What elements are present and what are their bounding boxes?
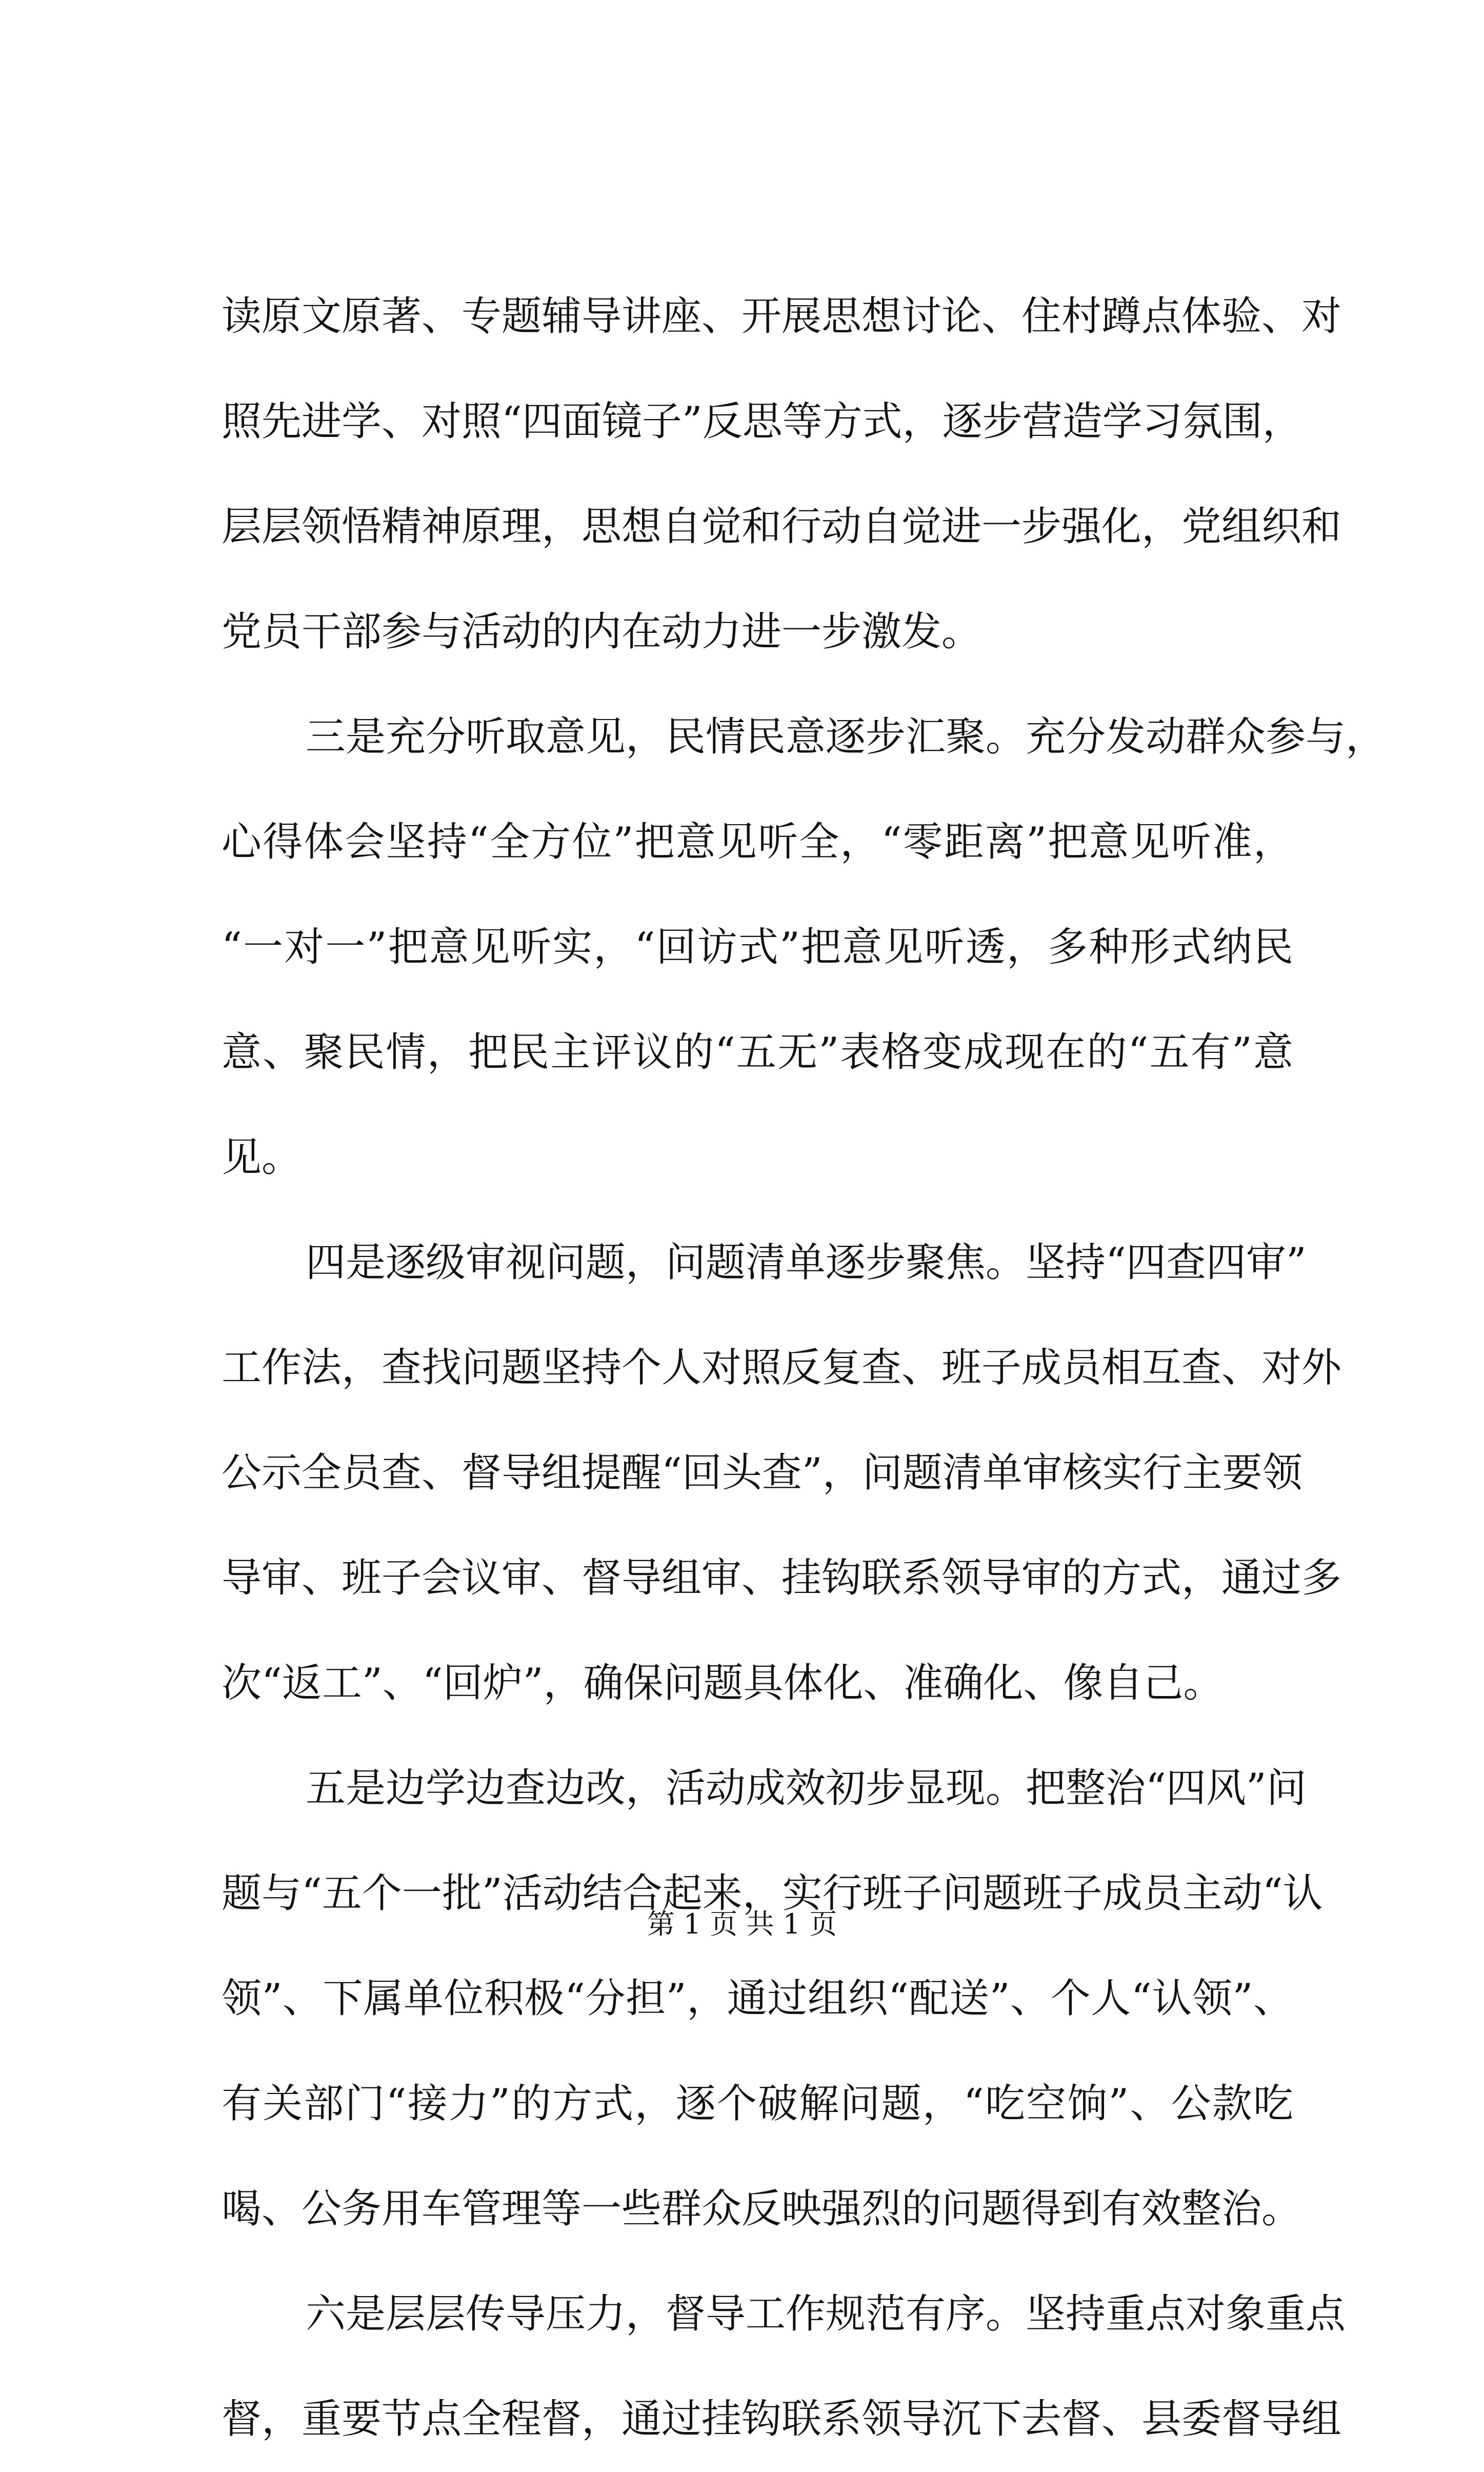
text-line: 读原文原著、专题辅导讲座、开展思想讨论、住村蹲点体验、对: [222, 293, 1342, 340]
text-line: “一对一”把意见听实，“回访式”把意见听透，多种形式纳民: [222, 924, 1293, 970]
text-line: 公示全员查、督导组提醒“回头查”，问题清单审核实行主要领: [222, 1450, 1302, 1496]
text-line: 题与“五个一批”活动结合起来，实行班子问题班子成员主动“认: [222, 1870, 1323, 1917]
paragraph-3: [222, 1210, 1342, 1736]
paragraph-2: [222, 685, 1386, 1210]
text-line: 照先进学、对照“四面镜子”反思等方式，逐步营造学习氛围，: [222, 398, 1302, 445]
page-footer: 第 1 页 共 1 页: [647, 1908, 837, 1940]
paragraph-5: [222, 2262, 1346, 2472]
text-line: 督，重要节点全程督，通过挂钩联系领导沉下去督、县委督导组: [222, 2396, 1342, 2442]
text-line: 心得体会坚持“全方位”把意见听全，“零距离”把意见听准，: [222, 819, 1293, 865]
text-line: 意、聚民情，把民主评议的“五无”表格变成现在的“五有”意: [222, 1029, 1293, 1075]
paragraph-4: [222, 1736, 1323, 2262]
text-line: 六是层层传导压力，督导工作规范有序。坚持重点对象重点: [306, 2291, 1346, 2337]
text-line: 工作法，查找问题坚持个人对照反复查、班子成员相互查、对外: [222, 1345, 1342, 1391]
text-line: 次“返工”、“回炉”，确保问题具体化、准确化、像自己。: [222, 1660, 1224, 1706]
document-body: [222, 264, 1386, 2472]
text-line: 喝、公务用车管理等一些群众反映强烈的问题得到有效整治。: [222, 2186, 1302, 2232]
text-line: 党员干部参与活动的内在动力进一步激发。: [222, 609, 982, 655]
text-line: 见。: [222, 1134, 302, 1181]
text-line: 有关部门“接力”的方式，逐个破解问题，“吃空饷”、公款吃: [222, 2081, 1293, 2127]
text-line: 导审、班子会议审、督导组审、挂钩联系领导审的方式，通过多: [222, 1555, 1342, 1601]
text-line: 层层领悟精神原理，思想自觉和行动自觉进一步强化，党组织和: [222, 504, 1342, 550]
text-line: 三是充分听取意见，民情民意逐步汇聚。充分发动群众参与，: [306, 714, 1386, 760]
text-line: 领”、下属单位积极“分担”，通过组织“配送”、个人“认领”、: [222, 1976, 1293, 2022]
paragraph-1: [222, 264, 1342, 685]
text-line: 五是边学边查边改，活动成效初步显现。把整治“四风”问: [306, 1765, 1307, 1811]
text-line: 四是逐级审视问题，问题清单逐步聚焦。坚持“四查四审”: [306, 1240, 1307, 1286]
